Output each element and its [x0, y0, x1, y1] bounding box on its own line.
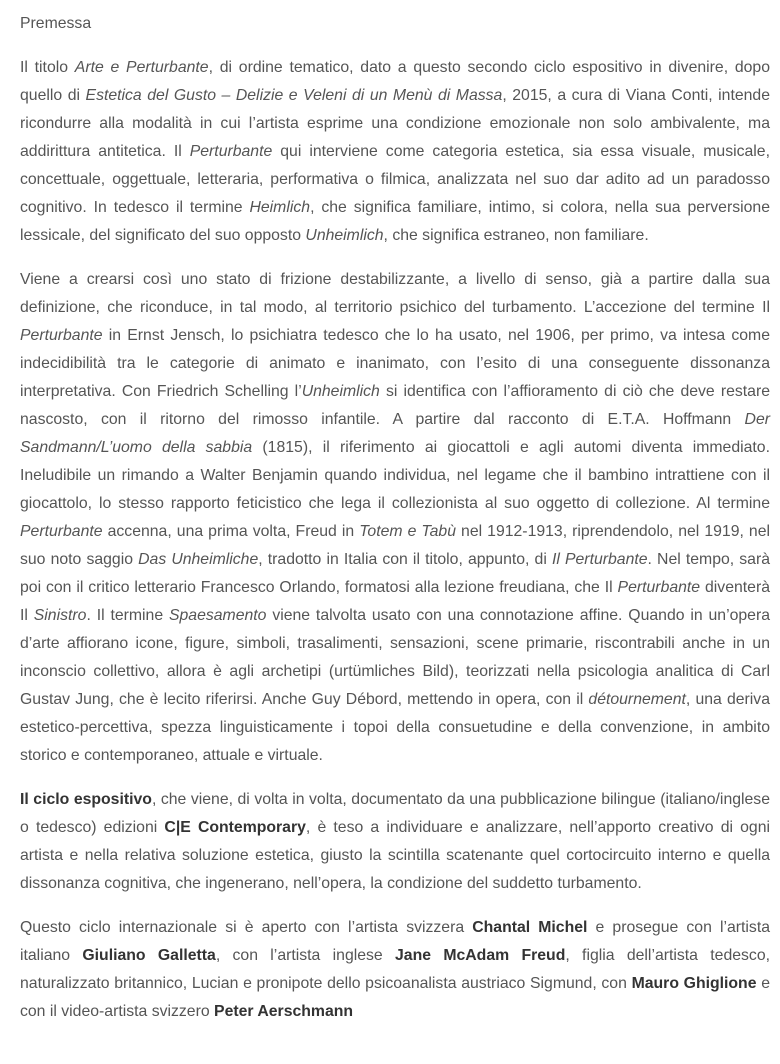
bold-name: Peter Aerschmann: [214, 1003, 354, 1020]
italic-term: Das Unheimliche: [138, 551, 259, 568]
text-run: viene talvolta usato con una connotazione affine. Quando in un’opera d’arte affiorano icone, figure, simboli, trasalimenti, sensazioni, scene primarie, riscontrabili anche in un inconscio collettivo, allora è agli archetipi (urtümliches Bild), teorizzati nella psicologia analitica di Carl Gustav Jung, che è lecito riferirsi. Anche Guy Débord, mettendo in opera, con il: [20, 607, 770, 708]
italic-term: Perturbante: [617, 579, 701, 596]
bold-name: Il ciclo espositivo: [20, 791, 152, 808]
text-run: , con l’artista inglese: [215, 947, 396, 964]
italic-term: Sinistro: [33, 607, 87, 624]
bold-name: C|E Contemporary: [164, 819, 306, 836]
text-run: diventerà Il: [20, 579, 770, 624]
italic-term: Der Sandmann/L’uomo della sabbia: [20, 411, 770, 456]
italic-term: Il Perturbante: [551, 551, 648, 568]
paragraph: [20, 914, 770, 1026]
text-run: , 2015, a cura di Viana Conti, intende ricondurre alla modalità in cui l’artista esprime una condizione emozionale non solo ambivalente, ma addirittura antitetica. Il: [20, 87, 771, 160]
article-body: [20, 54, 770, 1026]
text-run: si identifica con l’affioramento di ciò che deve restare nascosto, con il ritorno del rimosso infantile. A partire dal racconto di E.T.A. Hoffmann: [20, 383, 770, 428]
text-run: . Nel tempo, sarà poi con il critico letterario Francesco Orlando, formatosi alla lezione freudiana, che Il: [20, 551, 770, 596]
paragraph: [20, 54, 770, 250]
text-run: nel 1912-1913, riprendendolo, nel 1919, nel suo noto saggio: [20, 523, 770, 568]
text-run: , una deriva estetico-percettiva, spezza linguisticamente i topoi della consuetudine e della convenzione, in ambito storico e contemporaneo, attuale e virtuale.: [20, 691, 770, 764]
italic-term: Unheimlich: [301, 383, 380, 400]
text-run: qui interviene come categoria estetica, sia essa visuale, musicale, concettuale, oggettuale, letteraria, performativa o filmica, analizzata nel suo dar adito ad un paradosso cognitivo. In tedesco il termine: [20, 143, 770, 216]
section-heading: Premessa: [20, 15, 92, 32]
bold-name: Jane McAdam Freud: [395, 947, 566, 964]
text-run: Questo ciclo internazionale si è aperto con l’artista svizzera: [20, 919, 473, 936]
text-run: , è teso a individuare e analizzare, nell’apporto creativo di ogni artista e nella relativa soluzione estetica, giusto la scintilla scatenante quel cortocircuito interno e quella dissonanza cognitiva, che ingenerano, nell’opera, la condizione del suddetto turbamento.: [20, 819, 771, 892]
text-run: . Il termine: [86, 607, 169, 624]
italic-term: Perturbante: [20, 327, 103, 344]
italic-term: Heimlich: [249, 199, 311, 216]
italic-term: Totem e Tabù: [359, 523, 456, 540]
text-run: e prosegue con l’artista italiano: [20, 919, 770, 964]
text-run: , che significa estraneo, non familiare.: [383, 227, 649, 244]
italic-term: détournement: [588, 691, 686, 708]
text-run: (1815), il riferimento ai giocattoli e agli automi diventa immediato. Ineludibile un rimando a Walter Benjamin quando individua, nel legame che il bambino intrattiene con il giocattolo, lo stesso rapporto feticistico che lega il collezionista al suo oggetto di collezione. Al termine: [20, 439, 770, 512]
italic-term: Unheimlich: [305, 227, 384, 244]
text-run: e con il video-artista svizzero: [20, 975, 770, 1020]
paragraph: [20, 786, 770, 898]
italic-term: Arte e Perturbante: [74, 59, 209, 76]
article: [20, 10, 770, 1042]
italic-term: Perturbante: [20, 523, 103, 540]
text-run: , tradotto in Italia con il titolo, appunto, di: [258, 551, 552, 568]
bold-name: Giuliano Galletta: [82, 947, 216, 964]
text-run: in Ernst Jensch, lo psichiatra tedesco che lo ha usato, nel 1906, per primo, va intesa come indecidibilità tra le categorie di animato e inanimato, con l’esito di una conseguente dissonanza interpretativa. Con Friedrich Schelling l’: [20, 327, 770, 400]
italic-term: Perturbante: [189, 143, 273, 160]
text-run: Il titolo: [20, 59, 75, 76]
italic-term: Estetica del Gusto – Delizie e Veleni di un Menù di Massa: [85, 87, 503, 104]
text-run: , che significa familiare, intimo, si colora, nella sua perversione lessicale, del significato del suo opposto: [20, 199, 770, 244]
bold-name: Chantal Michel: [472, 919, 588, 936]
paragraph: [20, 266, 770, 770]
text-run: , figlia dell’artista tedesco, naturalizzato britannico, Lucian e pronipote dello psicoanalista austriaco Sigmund, con: [20, 947, 770, 992]
text-run: , di ordine tematico, dato a questo secondo ciclo espositivo in divenire, dopo quello di: [20, 59, 770, 104]
italic-term: Spaesamento: [168, 607, 267, 624]
text-run: Viene a crearsi così uno stato di frizione destabilizzante, a livello di senso, già a partire dalla sua definizione, che riconduce, in tal modo, al territorio psichico del turbamento. L’accezione del termine Il: [20, 271, 770, 316]
bold-name: Mauro Ghiglione: [631, 975, 757, 992]
text-run: , che viene, di volta in volta, documentato da una pubblicazione bilingue (italiano/inglese o tedesco) edizioni: [20, 791, 770, 836]
text-run: accenna, una prima volta, Freud in: [102, 523, 360, 540]
